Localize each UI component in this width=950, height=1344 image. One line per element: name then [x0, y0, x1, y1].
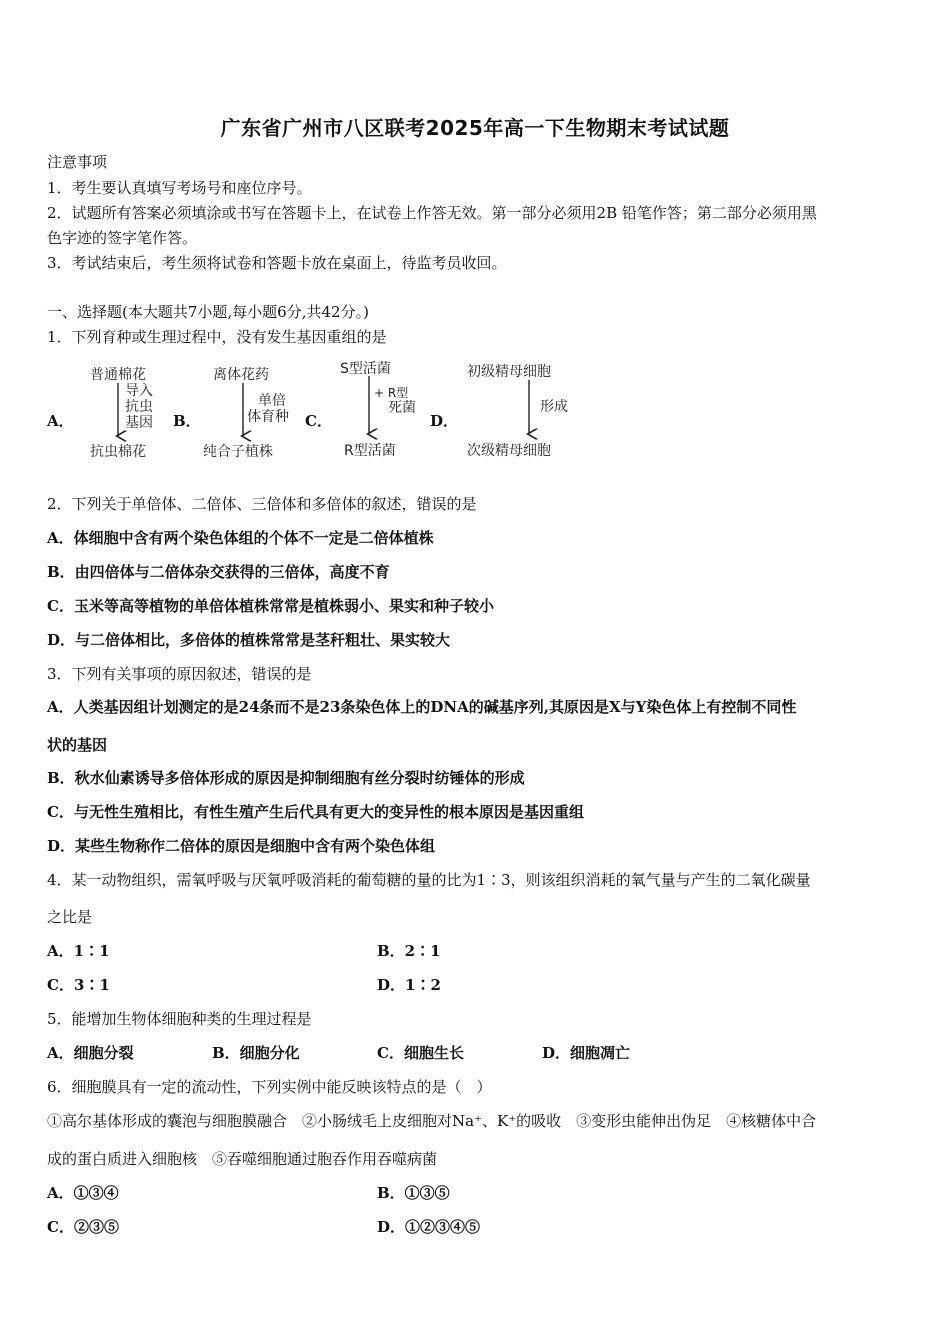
- q4-option-d: D．1∶2: [377, 976, 441, 994]
- q6-statements-line-1: ①高尔基体形成的囊泡与细胞膜融合 ②小肠绒毛上皮细胞对Na⁺、K⁺的吸收 ③变形虫能伸出伪足 ④核糖体中合: [47, 1112, 817, 1130]
- q2-option-b: B．由四倍体与二倍体杂交获得的三倍体，高度不育: [47, 563, 390, 581]
- question-1-stem: 1．下列育种或生理过程中，没有发生基因重组的是: [47, 328, 387, 346]
- fig-c-label-2: 死菌: [388, 400, 416, 416]
- q2-option-d: D．与二倍体相比，多倍体的植株常常是茎秆粗壮、果实较大: [47, 631, 451, 649]
- fig-b-label-1: 单倍: [258, 393, 286, 409]
- fig-b-bottom: 纯合子植株: [203, 444, 273, 460]
- q3-option-a: A．人类基因组计划测定的是24条而不是23条染色体上的DNA的碱基序列,其原因是X与Y染色体上有控制不同性: [47, 698, 797, 716]
- q5-option-c: C．细胞生长: [377, 1044, 464, 1062]
- fig-d-label-1: 形成: [540, 399, 568, 415]
- q1-option-label-c: C．: [305, 412, 332, 430]
- q3-option-c: C．与无性生殖相比，有性生殖产生后代具有更大的变异性的根本原因是基因重组: [47, 803, 584, 821]
- fig-c-bottom: R型活菌: [344, 443, 396, 459]
- q3-option-d: D．某些生物称作二倍体的原因是细胞中含有两个染色体组: [47, 837, 436, 855]
- fig-a-label-1: 导入: [125, 383, 153, 399]
- fig-a-label-3: 基因: [125, 415, 153, 431]
- fig-c-label-1: + R型: [374, 386, 409, 400]
- fig-b-top: 离体花药: [213, 367, 269, 383]
- q5-option-d: D．细胞凋亡: [542, 1044, 631, 1062]
- q6-statements-line-2: 成的蛋白质进入细胞核 ⑤吞噬细胞通过胞吞作用吞噬病菌: [47, 1150, 438, 1168]
- q1-option-label-a: A．: [47, 412, 74, 430]
- fig-d-top: 初级精母细胞: [467, 364, 551, 380]
- question-6-stem: 6．细胞膜具有一定的流动性，下列实例中能反映该特点的是（ ）: [47, 1078, 492, 1096]
- page-title: 广东省广州市八区联考2025年高一下生物期末考试试题: [220, 116, 730, 140]
- question-4-stem: 4．某一动物组织，需氧呼吸与厌氧呼吸消耗的葡萄糖的量的比为1∶3，则该组织消耗的氧气量与产生的二氧化碳量: [47, 871, 811, 889]
- q2-option-c: C．玉米等高等植物的单倍体植株常常是植株弱小、果实和种子较小: [47, 597, 494, 615]
- q1-option-label-d: D．: [430, 412, 459, 430]
- q4-option-a: A．1∶1: [47, 942, 110, 960]
- fig-b-label-2: 体育种: [247, 409, 289, 425]
- q2-option-a: A．体细胞中含有两个染色体组的个体不一定是二倍体植株: [47, 529, 434, 547]
- notice-item: 色字迹的签字笔作答。: [47, 229, 198, 247]
- q6-option-b: B．①③⑤: [377, 1184, 450, 1202]
- question-5-stem: 5．能增加生物体细胞种类的生理过程是: [47, 1010, 312, 1028]
- fig-a-label-2: 抗虫: [125, 399, 153, 415]
- question-2-stem: 2．下列关于单倍体、二倍体、三倍体和多倍体的叙述，错误的是: [47, 495, 477, 513]
- question-4-stem-cont: 之比是: [47, 908, 93, 926]
- q3-option-b: B．秋水仙素诱导多倍体形成的原因是抑制细胞有丝分裂时纺锤体的形成: [47, 769, 525, 787]
- fig-c-top: S型活菌: [340, 361, 391, 377]
- fig-a-bottom: 抗虫棉花: [90, 444, 146, 460]
- q4-option-b: B．2∶1: [377, 942, 441, 960]
- q6-option-a: A．①③④: [47, 1184, 119, 1202]
- fig-a-top: 普通棉花: [90, 367, 146, 383]
- notice-item: 1．考生要认真填写考场号和座位序号。: [47, 179, 312, 197]
- notice-item: 2．试题所有答案必须填涂或书写在答题卡上，在试卷上作答无效。第一部分必须用2B 铅笔作答；第二部分必须用黑: [47, 204, 817, 222]
- section-heading: 一、选择题(本大题共7小题,每小题6分,共42分。): [47, 303, 369, 321]
- notice-heading: 注意事项: [47, 153, 108, 171]
- q3-option-a-cont: 状的基因: [47, 736, 108, 754]
- q6-option-c: C．②③⑤: [47, 1218, 119, 1236]
- q5-option-a: A．细胞分裂: [47, 1044, 134, 1062]
- notice-item: 3．考试结束后，考生须将试卷和答题卡放在桌面上，待监考员收回。: [47, 254, 507, 272]
- question-3-stem: 3．下列有关事项的原因叙述，错误的是: [47, 665, 312, 683]
- fig-d-bottom: 次级精母细胞: [467, 443, 551, 459]
- q6-option-d: D．①②③④⑤: [377, 1218, 481, 1236]
- q4-option-c: C．3∶1: [47, 976, 110, 994]
- q1-option-label-b: B．: [173, 412, 201, 430]
- q5-option-b: B．细胞分化: [212, 1044, 300, 1062]
